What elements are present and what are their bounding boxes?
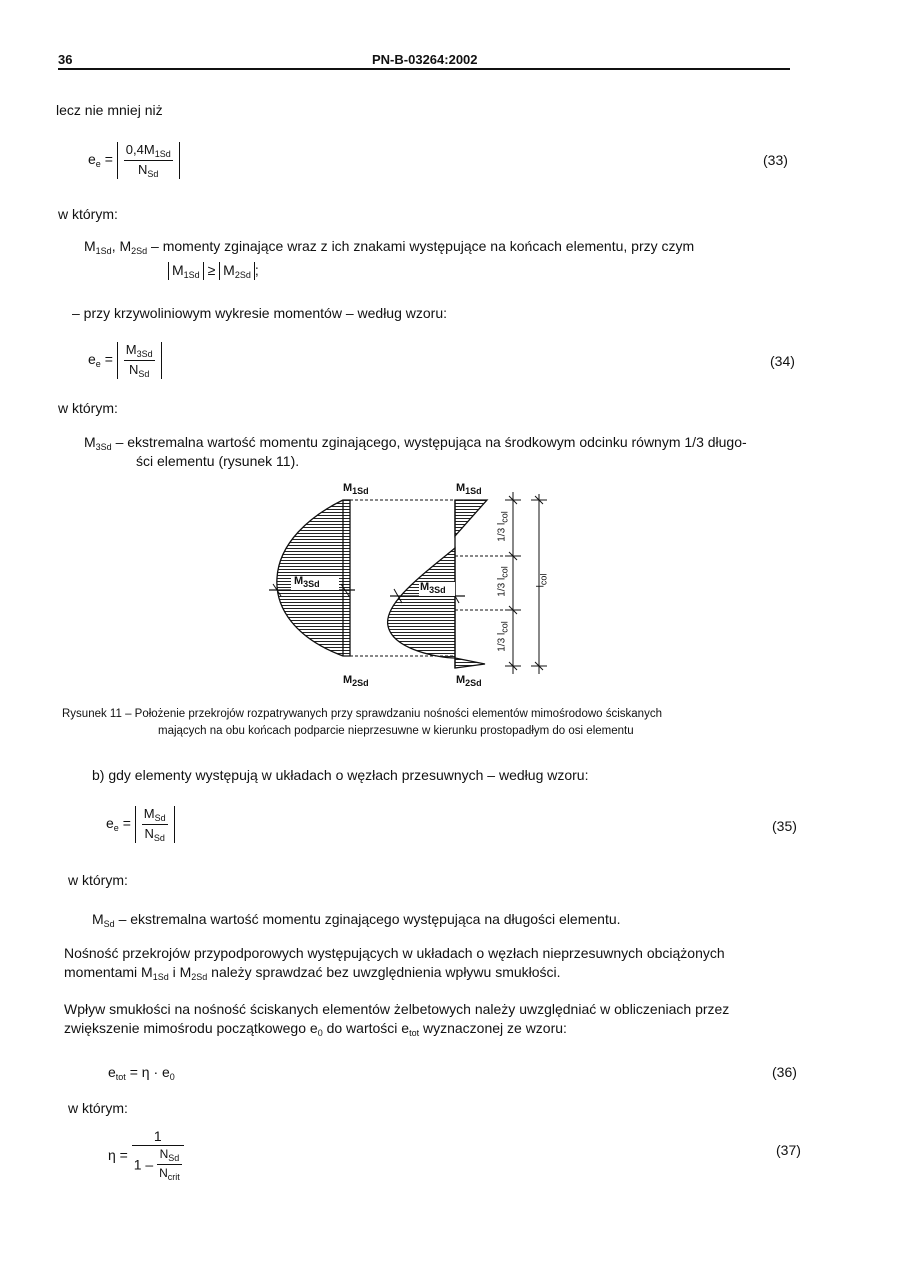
- eq35-number: (35): [772, 818, 797, 834]
- case-b-text: b) gdy elementy występują w układach o węzłach przesuwnych – według wzoru:: [92, 767, 589, 783]
- dim-label-total: $l_{col}$: [535, 573, 549, 588]
- figure-caption-2: mających na obu końcach podparcie nieprzesuwne w kierunku prostopadłym do osi elementu: [158, 725, 634, 737]
- paragraph-supports: Nośność przekrojów przypodporowych występujących w układach o węzłach nieprzesuwnych obciążonych momentami $M_{1Sd}$ i $M_{2Sd}$ należy sprawdzać bez uwzględnienia wpływu smukłości.: [64, 945, 725, 982]
- label-m1sd-right: $M_{1Sd}$: [456, 482, 482, 496]
- equation-37: η = 1 1 – $\frac{N_{Sd}}{N_{crit}}$: [108, 1128, 184, 1182]
- curvilinear-text: – przy krzywoliniowym wykresie momentów – według wzoru:: [72, 305, 448, 321]
- definition-m1-m2: $M_{1Sd}$, $M_{2Sd}$ – momenty zginające wraz z ich znakami występujące na końcach elementu, przy czym: [84, 238, 695, 256]
- header-rule: [58, 68, 790, 70]
- label-m2sd-left: $M_{2Sd}$: [343, 674, 369, 688]
- dim-label-seg-2: 1/3 $l_{col}$: [496, 566, 510, 597]
- where-label-4: w którym:: [68, 1100, 128, 1116]
- eq33-lhs: $e_e$ =: [88, 151, 113, 170]
- label-m2sd-right: $M_{2Sd}$: [456, 674, 482, 688]
- page-number: 36: [58, 52, 73, 67]
- equation-33: [88, 142, 180, 179]
- where-label-2: w którym:: [58, 400, 118, 416]
- where-label-3: w którym:: [68, 872, 128, 888]
- where-label-1: w którym:: [58, 206, 118, 222]
- figure-caption-1: Rysunek 11 – Położenie przekrojów rozpatrywanych przy sprawdzaniu nośności elementów mimośrodowo ściskanych: [62, 708, 662, 720]
- definition-m3-cont: ści elementu (rysunek 11).: [136, 453, 300, 469]
- equation-34: $e_e$ = $\frac{M_{3Sd}}{N_{Sd}}$: [88, 342, 162, 379]
- label-m3sd-left: $M_{3Sd}$: [294, 575, 320, 589]
- moment-condition: $M_{1Sd} \ge M_{2Sd}$ ;: [168, 262, 259, 280]
- eq37-number: (37): [776, 1142, 801, 1158]
- eq36-number: (36): [772, 1064, 797, 1080]
- intro-text: lecz nie mniej niż: [56, 102, 163, 118]
- dim-label-seg-1: 1/3 $l_{col}$: [496, 511, 510, 542]
- definition-msd: $M_{Sd}$ – ekstremalna wartość momentu zginającego występująca na długości elementu.: [92, 911, 621, 929]
- definition-m3: $M_{3Sd}$ – ekstremalna wartość momentu zginającego, występująca na środkowym odcinku równym 1/3 długo-: [84, 434, 747, 452]
- label-m3sd-right: $M_{3Sd}$: [420, 581, 446, 595]
- equation-35: $e_e$ = $\frac{M_{Sd}}{N_{Sd}}$: [106, 806, 175, 843]
- equation-36: $e_{tot} = \eta \cdot e_0$: [108, 1064, 175, 1082]
- standard-code: PN-B-03264:2002: [372, 52, 478, 67]
- eq33-abs: $\frac{0,4M_{1Sd}}{N_{Sd}}$: [117, 142, 180, 179]
- paragraph-slenderness: Wpływ smukłości na nośność ściskanych elementów żelbetowych należy uwzględniać w obliczeniach przez zwiększenie mimośrodu początkowego $e_0$ do wartości $e_{tot}$ wyznaczonej ze wzoru:: [64, 1001, 730, 1038]
- right-moment-diagram: [388, 500, 507, 668]
- figure-11: [255, 478, 565, 696]
- eq33-number: (33): [763, 152, 788, 168]
- dim-label-seg-3: 1/3 $l_{col}$: [496, 621, 510, 652]
- eq34-number: (34): [770, 353, 795, 369]
- label-m1sd-left: $M_{1Sd}$: [343, 482, 369, 496]
